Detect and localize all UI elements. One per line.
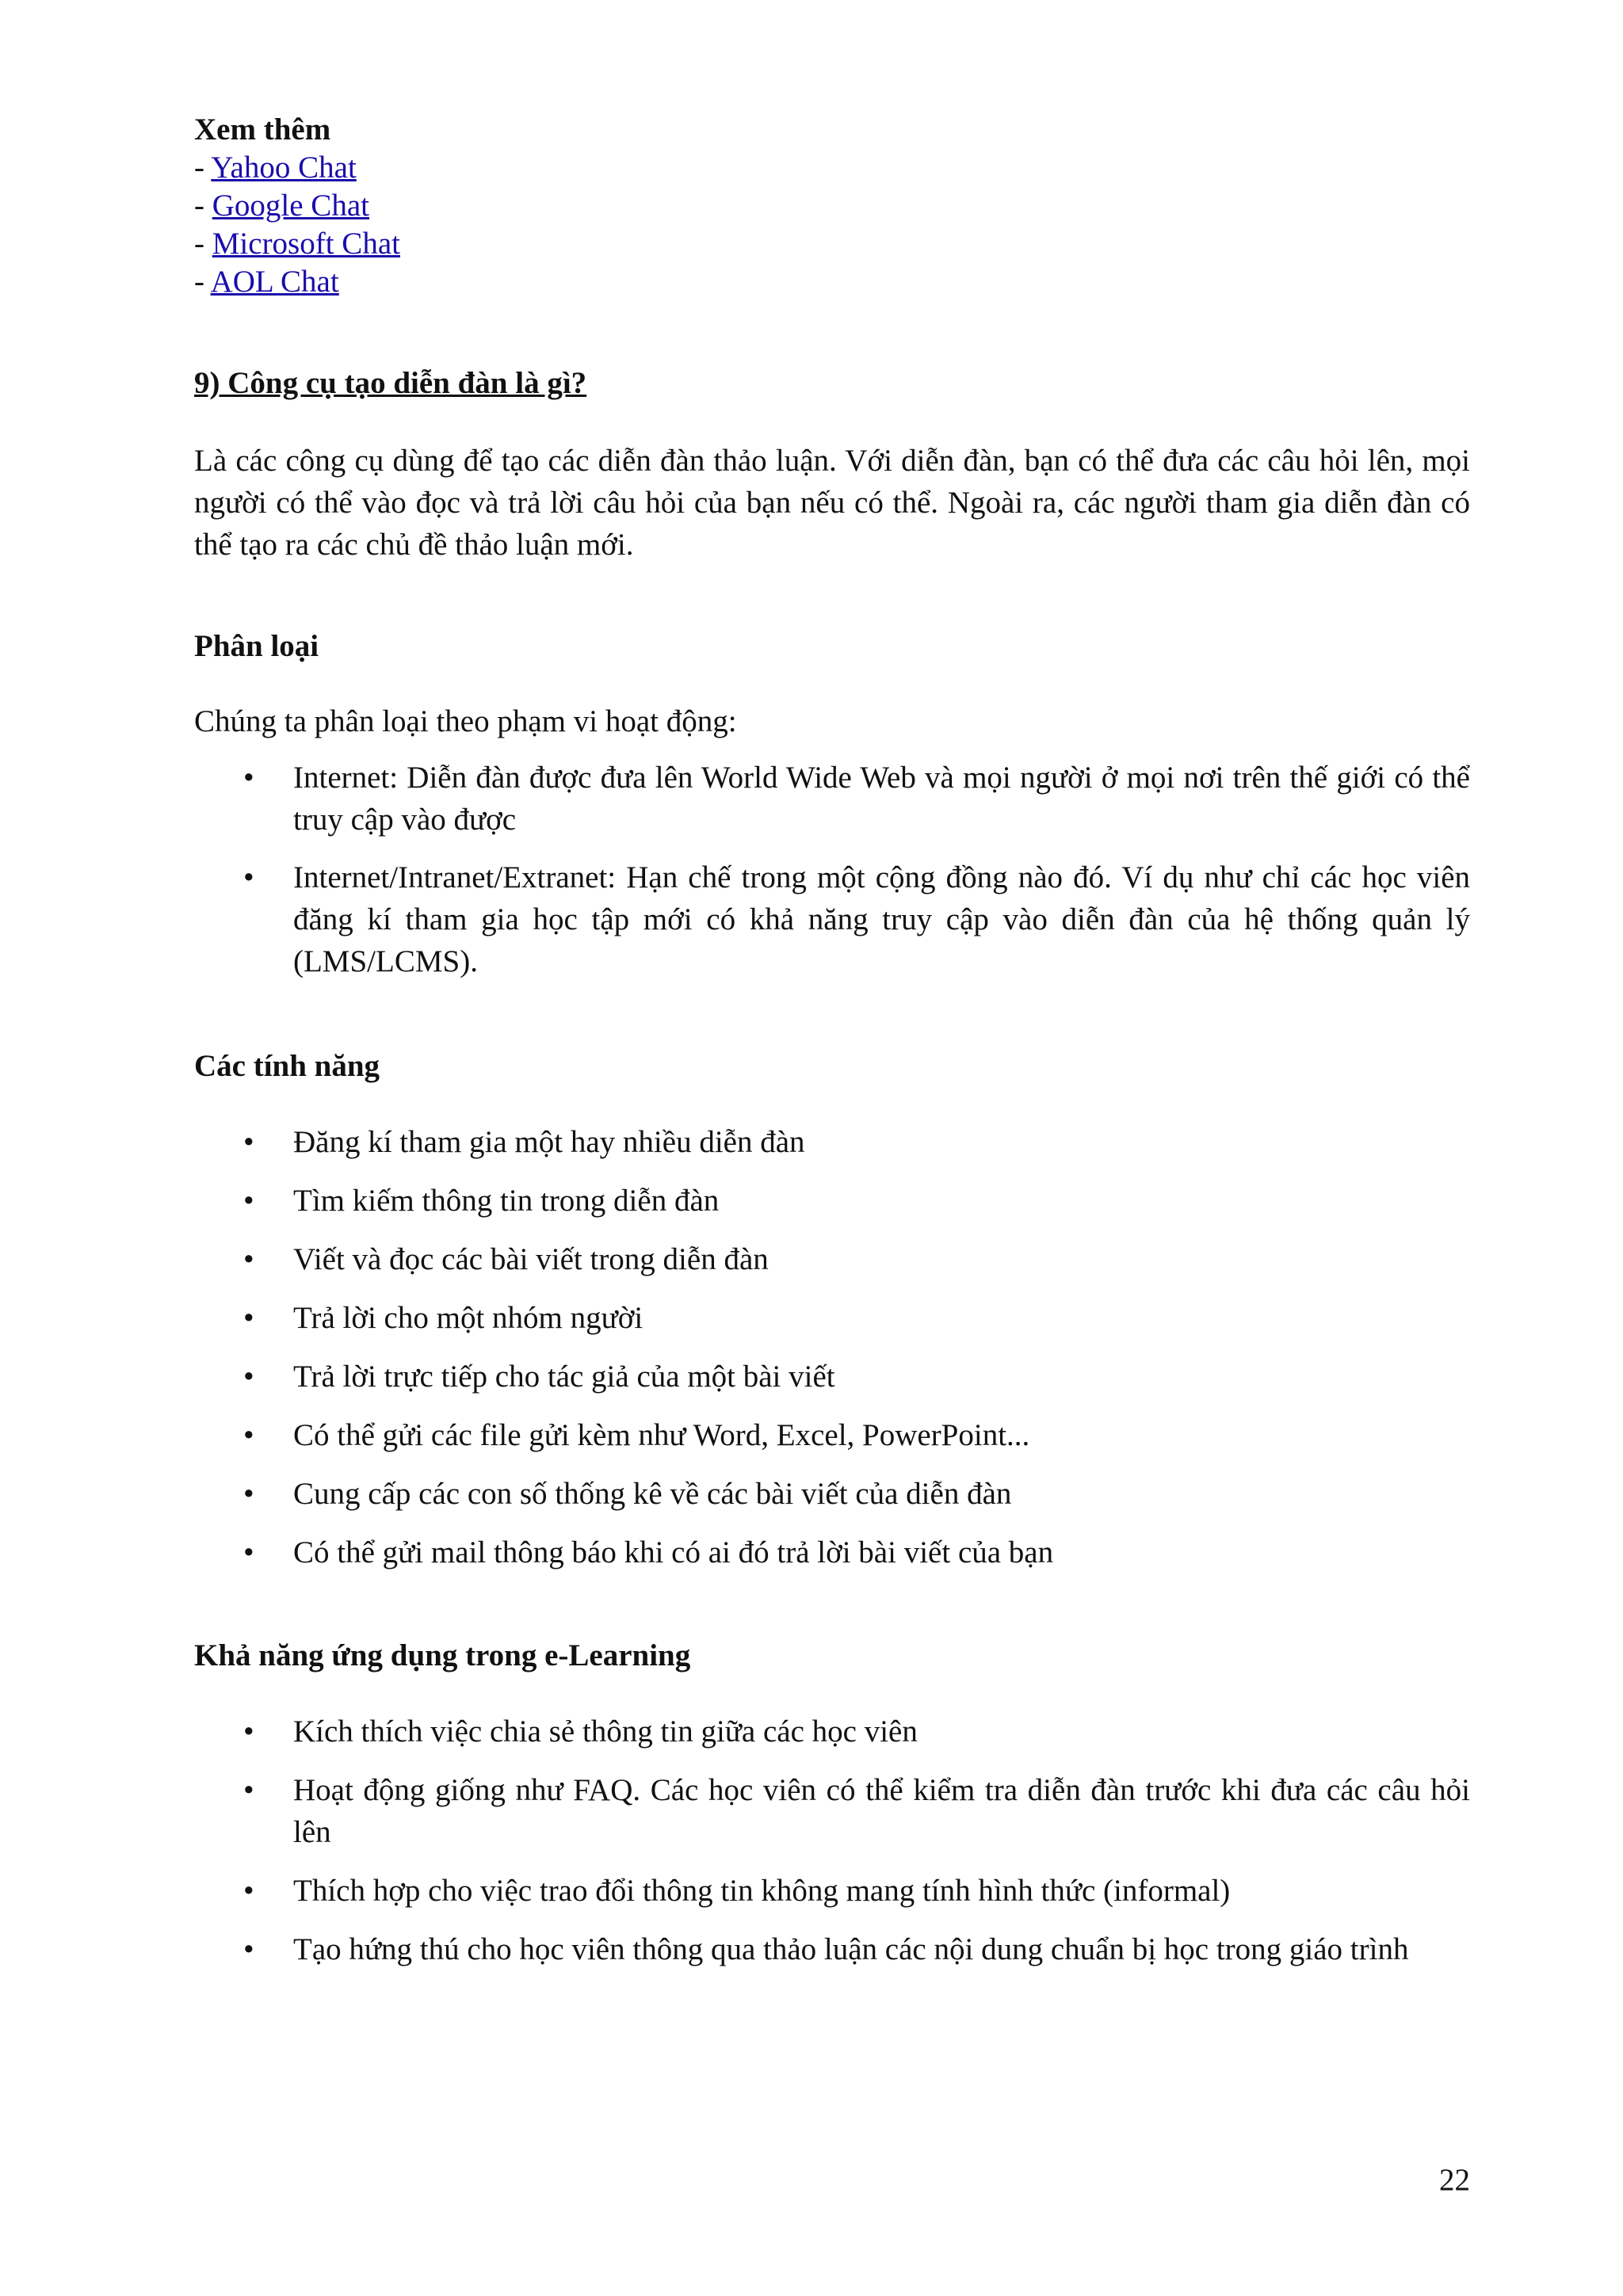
classification-intro: Chúng ta phân loại theo phạm vi hoạt động: [194, 704, 737, 738]
features-heading: Các tính năng [194, 1049, 380, 1083]
microsoft-chat-link[interactable]: Microsoft Chat [212, 227, 400, 261]
features-list [194, 1121, 1470, 1573]
see-also-item: - Microsoft Chat [194, 227, 400, 261]
question-heading: 9) Công cụ tạo diễn đàn là gì? [194, 366, 587, 400]
document-page [194, 111, 1470, 1970]
bullet-icon: • [243, 1360, 254, 1394]
google-chat-link[interactable]: Google Chat [212, 189, 369, 223]
list-item: • Cung cấp các con số thống kê về các bài viết của diễn đàn [194, 1473, 1470, 1515]
list-item: • Kích thích việc chia sẻ thông tin giữa các học viên [194, 1711, 1470, 1753]
classification-list [194, 757, 1470, 982]
bullet-icon: • [243, 1301, 254, 1335]
list-item: • Tìm kiếm thông tin trong diễn đàn [194, 1180, 1470, 1222]
list-item: • Tạo hứng thú cho học viên thông qua thảo luận các nội dung chuẩn bị học trong giáo trình [194, 1928, 1470, 1970]
bullet-icon: • [243, 1477, 254, 1511]
applications-list [194, 1711, 1470, 1970]
list-item: • Trả lời cho một nhóm người [194, 1297, 1470, 1339]
list-item: • Thích hợp cho việc trao đổi thông tin không mang tính hình thức (informal) [194, 1870, 1470, 1912]
see-also-title: Xem thêm [194, 113, 331, 147]
list-item: • Hoạt động giống như FAQ. Các học viên có thể kiểm tra diễn đàn trước khi đưa các câu hỏi lên [194, 1769, 1470, 1853]
list-item: • Trả lời trực tiếp cho tác giả của một bài viết [194, 1356, 1470, 1398]
list-item: • Viết và đọc các bài viết trong diễn đàn [194, 1238, 1470, 1280]
bullet-icon: • [243, 1184, 254, 1218]
see-also-item: - Yahoo Chat [194, 151, 357, 185]
list-item: • Internet: Diễn đàn được đưa lên World Wide Web và mọi người ở mọi nơi trên thế giới có thể truy cập vào được [194, 757, 1470, 841]
see-also-list [194, 149, 1470, 301]
bullet-icon: • [243, 1535, 254, 1569]
yahoo-chat-link[interactable]: Yahoo Chat [211, 151, 357, 185]
bullet-icon: • [243, 761, 254, 795]
aol-chat-link[interactable]: AOL Chat [210, 265, 339, 299]
list-item: • Có thể gửi mail thông báo khi có ai đó trả lời bài viết của bạn [194, 1531, 1470, 1573]
bullet-icon: • [243, 860, 254, 894]
bullet-icon: • [243, 1418, 254, 1452]
classification-heading: Phân loại [194, 629, 319, 663]
list-item: • Có thể gửi các file gửi kèm như Word, Excel, PowerPoint... [194, 1414, 1470, 1456]
bullet-icon: • [243, 1125, 254, 1159]
question-paragraph: Là các công cụ dùng để tạo các diễn đàn thảo luận. Với diễn đàn, bạn có thể đưa các câu hỏi lên, mọi người có thể vào đọc và trả lời câu hỏi của bạn nếu có thể. Ngoài ra, các người tham gia diễn đàn có thể tạo ra các chủ đề thảo luận mới. [194, 444, 1470, 562]
bullet-icon: • [243, 1714, 254, 1749]
see-also-item: - AOL Chat [194, 265, 339, 299]
bullet-icon: • [243, 1874, 254, 1908]
see-also-item: - Google Chat [194, 189, 369, 223]
bullet-icon: • [243, 1932, 254, 1966]
applications-heading: Khả năng ứng dụng trong e-Learning [194, 1638, 691, 1672]
page-number: 22 [1439, 2163, 1470, 2197]
list-item: • Internet/Intranet/Extranet: Hạn chế trong một cộng đồng nào đó. Ví dụ như chỉ các học viên đăng kí tham gia học tập mới có khả năng truy cập vào diễn đàn của hệ thống quản lý (LMS/LCMS). [194, 856, 1470, 982]
bullet-icon: • [243, 1242, 254, 1276]
bullet-icon: • [243, 1773, 254, 1807]
list-item: • Đăng kí tham gia một hay nhiều diễn đàn [194, 1121, 1470, 1163]
